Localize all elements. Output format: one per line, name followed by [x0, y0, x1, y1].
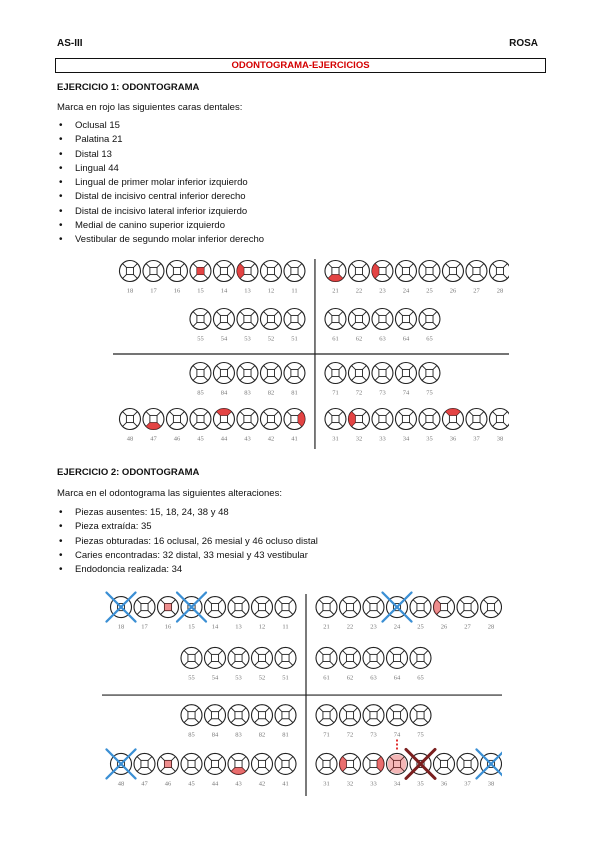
tooth-number-label: 73: [379, 389, 386, 397]
tooth-number-label: 35: [417, 780, 424, 788]
tooth-48: [119, 409, 140, 443]
tooth-45: [181, 753, 202, 787]
tooth-52: [260, 309, 281, 343]
tooth-26: [442, 261, 463, 295]
header-student-name: ROSA: [509, 38, 538, 49]
tooth-85: [190, 363, 211, 397]
tooth-61: [325, 309, 346, 343]
tooth-number-label: 75: [426, 389, 433, 397]
tooth-number-label: 17: [150, 287, 157, 295]
list-item: • Endodoncia realizada: 34: [57, 563, 318, 577]
tooth-53: [228, 647, 249, 681]
tooth-28: [489, 261, 509, 295]
tooth-number-label: 36: [449, 435, 457, 443]
list-item: • Piezas obturadas: 16 oclusal, 26 mesial y 46 ocluso distal: [57, 535, 318, 549]
tooth-number-label: 11: [282, 623, 289, 631]
tooth-24: [395, 261, 416, 295]
tooth-number-label: 23: [370, 623, 377, 631]
tooth-number-label: 47: [150, 435, 157, 443]
list-item: • Lingual de primer molar inferior izquierdo: [57, 176, 264, 190]
tooth-65: [419, 309, 440, 343]
exercise-2-intro: Marca en el odontograma las siguientes alteraciones:: [57, 488, 282, 499]
tooth-62: [340, 647, 361, 681]
tooth-number-label: 55: [188, 674, 195, 682]
tooth-number-label: 83: [235, 731, 242, 739]
tooth-73: [363, 705, 384, 739]
list-item: • Medial de canino superior izquierdo: [57, 219, 264, 233]
tooth-number-label: 41: [291, 435, 298, 443]
list-item: • Distal de incisivo central inferior derecho: [57, 190, 264, 204]
tooth-41: [275, 753, 296, 787]
tooth-number-label: 51: [282, 674, 289, 682]
tooth-number-label: 28: [496, 287, 504, 295]
tooth-33: [372, 409, 393, 443]
tooth-21: [316, 597, 337, 631]
tooth-number-label: 48: [117, 780, 125, 788]
tooth-number-label: 65: [417, 674, 424, 682]
tooth-number-label: 16: [173, 287, 181, 295]
list-item: • Oclusal 15: [57, 119, 264, 133]
tooth-62: [348, 309, 369, 343]
tooth-number-label: 52: [258, 674, 266, 682]
tooth-25: [410, 597, 431, 631]
tooth-42: [260, 409, 281, 443]
tooth-72: [340, 705, 361, 739]
tooth-number-label: 44: [220, 435, 228, 443]
tooth-number-label: 83: [244, 389, 251, 397]
tooth-number-label: 65: [426, 335, 433, 343]
tooth-63: [372, 309, 393, 343]
odontogram-exercise-1: [113, 253, 509, 453]
tooth-73: [372, 363, 393, 397]
tooth-number-label: 45: [188, 780, 195, 788]
tooth-16: [158, 597, 179, 631]
page-title: ODONTOGRAMA-EJERCICIOS: [55, 58, 546, 73]
tooth-number-label: 24: [393, 623, 401, 631]
tooth-74: [395, 363, 416, 397]
tooth-number-label: 25: [417, 623, 424, 631]
tooth-81: [284, 363, 305, 397]
tooth-number-label: 17: [141, 623, 148, 631]
tooth-number-label: 25: [426, 287, 433, 295]
tooth-47: [134, 753, 155, 787]
tooth-number-label: 53: [244, 335, 251, 343]
tooth-number-label: 74: [402, 389, 410, 397]
tooth-83: [228, 705, 249, 739]
tooth-number-label: 14: [211, 623, 219, 631]
tooth-number-label: 62: [346, 674, 354, 682]
tooth-number-label: 24: [402, 287, 410, 295]
tooth-25: [419, 261, 440, 295]
tooth-14: [213, 261, 234, 295]
tooth-number-label: 71: [323, 731, 330, 739]
tooth-number-label: 12: [258, 623, 266, 631]
tooth-number-label: 73: [370, 731, 377, 739]
tooth-number-label: 26: [449, 287, 457, 295]
tooth-number-label: 28: [487, 623, 495, 631]
tooth-45: [190, 409, 211, 443]
tooth-44: [205, 753, 226, 787]
tooth-number-label: 82: [258, 731, 266, 739]
tooth-number-label: 75: [417, 731, 424, 739]
tooth-number-label: 33: [370, 780, 377, 788]
tooth-number-label: 61: [323, 674, 330, 682]
tooth-61: [316, 647, 337, 681]
tooth-number-label: 35: [426, 435, 433, 443]
tooth-36: [434, 753, 455, 787]
tooth-number-label: 53: [235, 674, 242, 682]
header-course: AS-III: [57, 38, 83, 49]
tooth-23: [363, 597, 384, 631]
exercise-1-intro: Marca en rojo las siguientes caras dentales:: [57, 102, 243, 113]
tooth-number-label: 21: [332, 287, 339, 295]
tooth-number-label: 71: [332, 389, 339, 397]
tooth-number-label: 51: [291, 335, 298, 343]
tooth-31: [325, 409, 346, 443]
tooth-number-label: 82: [267, 389, 275, 397]
tooth-number-label: 18: [126, 287, 134, 295]
tooth-43: [237, 409, 258, 443]
exercise-2-title: EJERCICIO 2: ODONTOGRAMA: [57, 467, 200, 478]
tooth-number-label: 37: [473, 435, 480, 443]
tooth-number-label: 43: [235, 780, 242, 788]
tooth-number-label: 42: [258, 780, 266, 788]
exercise-1-title: EJERCICIO 1: ODONTOGRAMA: [57, 82, 200, 93]
tooth-number-label: 34: [393, 780, 401, 788]
tooth-27: [457, 597, 478, 631]
tooth-number-label: 64: [393, 674, 401, 682]
tooth-34: [395, 409, 416, 443]
tooth-82: [252, 705, 273, 739]
tooth-71: [316, 705, 337, 739]
tooth-number-label: 12: [267, 287, 275, 295]
tooth-75: [419, 363, 440, 397]
tooth-18: [119, 261, 140, 295]
tooth-number-label: 43: [244, 435, 251, 443]
tooth-number-label: 21: [323, 623, 330, 631]
tooth-85: [181, 705, 202, 739]
tooth-number-label: 54: [211, 674, 219, 682]
list-item: • Distal de incisivo lateral inferior izquierdo: [57, 205, 264, 219]
tooth-number-label: 18: [117, 623, 125, 631]
tooth-number-label: 16: [164, 623, 172, 631]
tooth-28: [481, 597, 502, 631]
tooth-71: [325, 363, 346, 397]
tooth-83: [237, 363, 258, 397]
tooth-number-label: 45: [197, 435, 204, 443]
tooth-number-label: 84: [211, 731, 219, 739]
tooth-31: [316, 753, 337, 787]
exercise-2-list: [57, 506, 318, 577]
tooth-number-label: 22: [355, 287, 363, 295]
tooth-number-label: 13: [244, 287, 251, 295]
tooth-64: [387, 647, 408, 681]
tooth-22: [348, 261, 369, 295]
list-item: • Piezas ausentes: 15, 18, 24, 38 y 48: [57, 506, 318, 520]
tooth-63: [363, 647, 384, 681]
tooth-number-label: 36: [440, 780, 448, 788]
tooth-number-label: 46: [164, 780, 172, 788]
tooth-number-label: 81: [291, 389, 298, 397]
tooth-number-label: 15: [197, 287, 204, 295]
tooth-number-label: 42: [267, 435, 275, 443]
tooth-number-label: 15: [188, 623, 195, 631]
tooth-84: [213, 363, 234, 397]
tooth-number-label: 32: [346, 780, 354, 788]
tooth-number-label: 85: [197, 389, 204, 397]
list-item: • Pieza extraída: 35: [57, 520, 318, 534]
tooth-number-label: 22: [346, 623, 354, 631]
tooth-number-label: 33: [379, 435, 386, 443]
tooth-number-label: 64: [402, 335, 410, 343]
tooth-16: [166, 261, 187, 295]
tooth-37: [457, 753, 478, 787]
odontogram-exercise-2: [102, 588, 502, 800]
tooth-number-label: 23: [379, 287, 386, 295]
tooth-54: [205, 647, 226, 681]
tooth-number-label: 54: [220, 335, 228, 343]
tooth-number-label: 55: [197, 335, 204, 343]
tooth-84: [205, 705, 226, 739]
tooth-number-label: 11: [291, 287, 298, 295]
tooth-72: [348, 363, 369, 397]
tooth-number-label: 63: [370, 674, 377, 682]
tooth-17: [143, 261, 164, 295]
tooth-15: [190, 261, 211, 295]
tooth-13: [228, 597, 249, 631]
tooth-number-label: 63: [379, 335, 386, 343]
tooth-51: [284, 309, 305, 343]
tooth-number-label: 85: [188, 731, 195, 739]
tooth-number-label: 72: [346, 731, 354, 739]
tooth-number-label: 32: [355, 435, 363, 443]
tooth-75: [410, 705, 431, 739]
tooth-number-label: 62: [355, 335, 363, 343]
tooth-number-label: 38: [487, 780, 495, 788]
list-item: • Lingual 44: [57, 162, 264, 176]
tooth-number-label: 31: [332, 435, 339, 443]
tooth-number-label: 48: [126, 435, 134, 443]
exercise-1-list: [57, 119, 264, 248]
endodontics-mark-34: [388, 754, 407, 773]
tooth-65: [410, 647, 431, 681]
tooth-number-label: 26: [440, 623, 448, 631]
tooth-52: [252, 647, 273, 681]
tooth-55: [190, 309, 211, 343]
tooth-12: [260, 261, 281, 295]
tooth-number-label: 31: [323, 780, 330, 788]
tooth-number-label: 38: [496, 435, 504, 443]
tooth-number-label: 84: [220, 389, 228, 397]
tooth-27: [466, 261, 487, 295]
tooth-17: [134, 597, 155, 631]
tooth-55: [181, 647, 202, 681]
tooth-11: [284, 261, 305, 295]
tooth-number-label: 61: [332, 335, 339, 343]
tooth-number-label: 41: [282, 780, 289, 788]
list-item: • Vestibular de segundo molar inferior derecho: [57, 233, 264, 247]
tooth-number-label: 27: [473, 287, 480, 295]
tooth-number-label: 74: [393, 731, 401, 739]
tooth-82: [260, 363, 281, 397]
list-item: • Palatina 21: [57, 133, 264, 147]
tooth-53: [237, 309, 258, 343]
tooth-81: [275, 705, 296, 739]
red-face-mark-15: [197, 267, 204, 274]
tooth-number-label: 52: [267, 335, 275, 343]
tooth-46: [158, 753, 179, 787]
tooth-12: [252, 597, 273, 631]
tooth-number-label: 27: [464, 623, 471, 631]
tooth-number-label: 81: [282, 731, 289, 739]
tooth-38: [489, 409, 509, 443]
list-item: • Caries encontradas: 32 distal, 33 mesial y 43 vestibular: [57, 549, 318, 563]
tooth-number-label: 46: [173, 435, 181, 443]
tooth-number-label: 13: [235, 623, 242, 631]
tooth-54: [213, 309, 234, 343]
filling-mark-46: [164, 760, 171, 767]
tooth-number-label: 14: [220, 287, 228, 295]
tooth-37: [466, 409, 487, 443]
filling-mark-16: [164, 604, 171, 611]
tooth-74: [387, 705, 408, 739]
tooth-number-label: 47: [141, 780, 148, 788]
tooth-35: [419, 409, 440, 443]
tooth-11: [275, 597, 296, 631]
tooth-22: [340, 597, 361, 631]
list-item: • Distal 13: [57, 148, 264, 162]
tooth-number-label: 44: [211, 780, 219, 788]
tooth-64: [395, 309, 416, 343]
tooth-46: [166, 409, 187, 443]
tooth-number-label: 34: [402, 435, 410, 443]
tooth-51: [275, 647, 296, 681]
tooth-42: [252, 753, 273, 787]
tooth-number-label: 37: [464, 780, 471, 788]
tooth-14: [205, 597, 226, 631]
tooth-number-label: 72: [355, 389, 363, 397]
